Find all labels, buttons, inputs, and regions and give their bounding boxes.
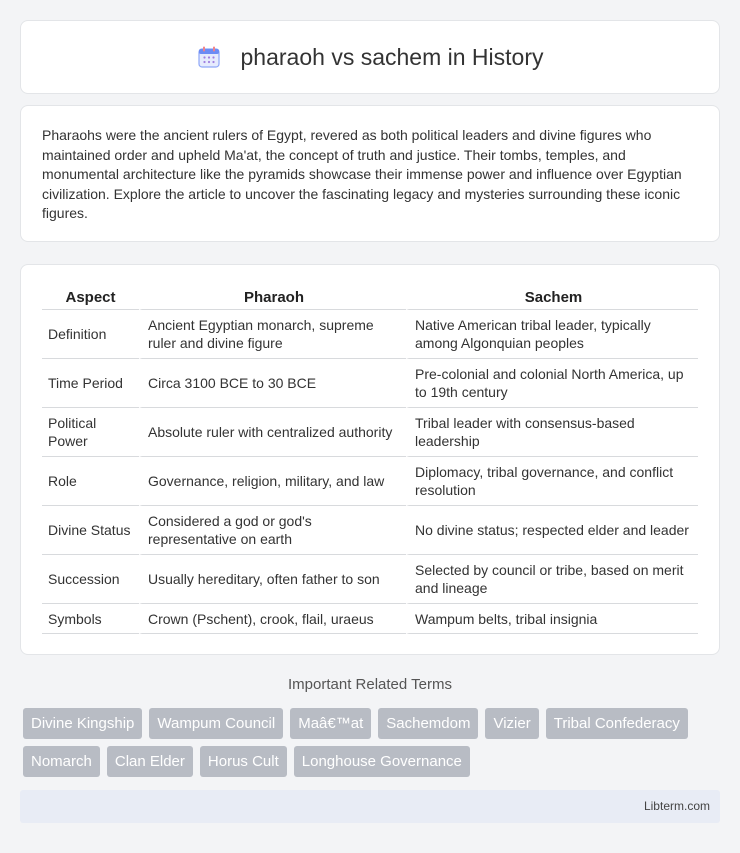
table-header-row [42,285,698,310]
row-aspect: Political Power [42,408,139,457]
row-sachem: Diplomacy, tribal governance, and conflict resolution [406,457,698,506]
row-sachem: Selected by council or tribe, based on merit and lineage [406,555,698,604]
row-aspect: Succession [42,555,139,604]
comparison-table [42,285,698,634]
related-term-tag[interactable]: Vizier [485,708,538,739]
related-terms-list [23,708,723,777]
table-row [42,408,698,457]
related-term-tag[interactable]: Wampum Council [149,708,283,739]
related-term-tag[interactable]: Maâ€™at [290,708,371,739]
footer-site-link[interactable]: Libterm.com [643,799,710,813]
row-aspect: Time Period [42,359,139,408]
row-sachem: Wampum belts, tribal insignia [406,604,698,634]
related-terms-heading: Important Related Terms [288,676,452,693]
row-aspect: Divine Status [42,506,139,555]
row-sachem: Native American tribal leader, typically among Algonquian peoples [406,310,698,359]
table-row [42,555,698,604]
table-row [42,506,698,555]
row-sachem: Pre-colonial and colonial North America, up to 19th century [406,359,698,408]
row-pharaoh: Circa 3100 BCE to 30 BCE [139,359,406,408]
footer [20,790,720,823]
related-term-tag[interactable]: Tribal Confederacy [546,708,688,739]
calendar-icon [197,45,221,69]
row-pharaoh: Crown (Pschent), crook, flail, uraeus [139,604,406,634]
row-pharaoh: Ancient Egyptian monarch, supreme ruler and divine figure [139,310,406,359]
comparison-table-card [20,264,720,655]
row-pharaoh: Considered a god or god's representative on earth [139,506,406,555]
row-sachem: Tribal leader with consensus-based leadership [406,408,698,457]
row-sachem: No divine status; respected elder and leader [406,506,698,555]
row-pharaoh: Absolute ruler with centralized authority [139,408,406,457]
column-header-pharaoh: Pharaoh [139,285,406,310]
intro-card [20,105,720,242]
table-row [42,359,698,408]
related-term-tag[interactable]: Longhouse Governance [294,746,470,777]
related-term-tag[interactable]: Horus Cult [200,746,287,777]
related-term-tag[interactable]: Nomarch [23,746,100,777]
row-aspect: Definition [42,310,139,359]
row-aspect: Symbols [42,604,139,634]
column-header-sachem: Sachem [406,285,698,310]
table-row [42,604,698,634]
page-title: pharaoh vs sachem in History [240,43,544,70]
intro-text: Pharaohs were the ancient rulers of Egypt, revered as both political leaders and divine figures who maintained order and upheld Ma'at, the concept of truth and justice. Their tombs, temples, and monumental architecture like the pyramids showcase their immense power and influence over Egyptian civilization. Explore the article to uncover the fascinating legacy and mysteries surrounding these iconic figures. [42,127,682,221]
related-term-tag[interactable]: Clan Elder [107,746,193,777]
table-row [42,310,698,359]
table-row [42,457,698,506]
related-term-tag[interactable]: Sachemdom [378,708,478,739]
column-header-aspect: Aspect [42,285,139,310]
header-card [20,20,720,94]
row-pharaoh: Governance, religion, military, and law [139,457,406,506]
row-pharaoh: Usually hereditary, often father to son [139,555,406,604]
row-aspect: Role [42,457,139,506]
related-term-tag[interactable]: Divine Kingship [23,708,142,739]
